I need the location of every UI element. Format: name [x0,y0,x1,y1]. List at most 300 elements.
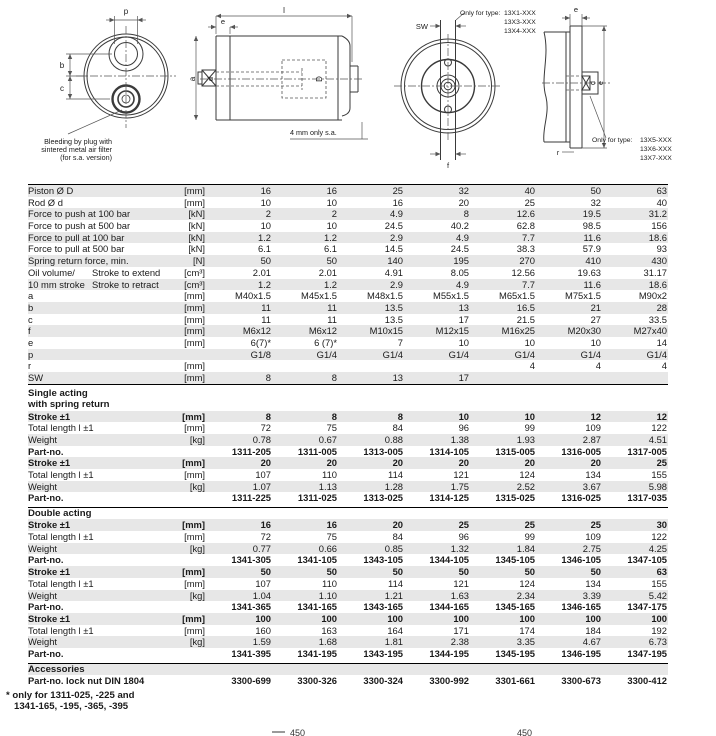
cell-value: 1341-365 [231,601,271,613]
row-label-group [28,349,169,361]
only-for-type-label: Only for type: [592,137,633,144]
cell-value: 2 [331,208,337,220]
dim-label-a: a [188,76,197,82]
bleed-note-line1: Bleeding by plug with [44,137,112,146]
cell-value: 124 [519,577,535,589]
type-code: 13X7-XXX [640,155,672,162]
row-label-group [28,531,169,543]
cell-value: 11 [261,301,271,313]
cell-value: 10 [326,196,337,208]
cell-value: 155 [651,577,667,589]
cell-value: 1.63 [450,589,469,601]
row-unit: [cm³] [184,278,205,290]
bleed-note-line2: sintered metal air filter [41,145,112,154]
table-row [28,434,668,446]
cell-value: 1313-005 [363,445,403,457]
cell-value: 1.10 [318,589,337,601]
row-unit: [mm] [182,612,205,624]
cell-value: 109 [585,531,601,543]
row-label-group [28,675,169,687]
cell-value: 114 [388,577,403,589]
cell-value: 11 [327,301,337,313]
cell-value: 25 [524,196,535,208]
row-label-group [28,492,169,504]
cell-value: 13.5 [384,313,403,325]
row-label: Total length l ±1 [28,624,94,636]
cell-value: 13 [458,301,469,313]
row-label: Force to pull at 100 bar [28,231,125,243]
cell-value: 50 [590,185,601,196]
cell-value: 1343-195 [363,647,403,659]
cell-value: 1.2 [323,231,337,243]
dim-label-e-top: e [573,5,579,14]
cell-value: 50 [458,566,469,578]
cell-value: 0.67 [318,433,337,445]
row-unit: [mm] [184,313,205,325]
row-label: Weight [28,480,58,492]
cell-value: 11 [327,313,337,325]
section-title: with spring return [28,399,110,411]
cell-value: 0.88 [384,433,403,445]
footnote-line: * only for 1311-025, -225 and [6,690,135,701]
row-label-group [28,255,169,267]
cell-value: 99 [524,422,535,434]
table-row [28,422,668,434]
cell-value: 3.67 [582,480,601,492]
cell-value: 4.91 [384,266,403,278]
cell-value: 100 [585,612,601,624]
type-code: 13X1-XXX [504,10,536,17]
table-section-single-acting [28,388,668,504]
row-label-group [28,197,169,209]
cell-value: 10 [458,410,469,422]
row-label-group [28,590,169,602]
cell-value: 25 [656,457,667,469]
dim-label-b: b [59,61,65,70]
cell-value: 100 [453,612,469,624]
cell-value: G1/4 [448,348,469,360]
row-label: Stroke ±1 [28,612,71,624]
row-label: Stroke ±1 [28,519,71,531]
cell-value: 25 [458,519,469,531]
table-row [28,625,668,637]
cell-value: 50 [260,566,271,578]
row-unit: [kg] [189,542,205,554]
table-row [28,255,668,267]
cell-value: 20 [524,457,535,469]
table-row [28,492,668,504]
cell-value: 160 [255,624,271,636]
cell-value: 430 [651,255,667,267]
cell-value: 50 [590,566,601,578]
cell-value: 1314-125 [429,492,469,504]
row-unit: [kg] [189,589,205,601]
cell-value: 7.7 [521,231,535,243]
cell-value: 3.39 [582,589,601,601]
cell-value: 6.1 [323,243,337,255]
cell-value: 20 [260,457,271,469]
cell-value: 1341-165 [297,601,337,613]
cell-value: 16 [392,196,403,208]
drawing-front-view [2,2,184,178]
table-row [28,636,668,648]
cell-value: 32 [590,196,601,208]
cell-value: 13 [392,372,403,383]
dimension-line [272,731,285,733]
row-label: Weight [28,542,58,554]
cell-value: 2 [265,208,271,220]
row-label: f [28,325,31,337]
row-unit: [mm] [182,410,205,422]
cell-value: 1311-225 [231,492,271,504]
row-label-group [28,325,169,337]
table-row [28,578,668,590]
row-label: p [28,348,34,360]
cell-value: 1345-195 [495,647,535,659]
cell-value: 1341-195 [297,647,337,659]
table-row [28,349,668,361]
cell-value: 1311-205 [231,445,271,457]
cell-value: 0.78 [252,433,271,445]
cell-value: 0.85 [384,542,403,554]
cutoff-dimension-label: 450 [517,728,533,736]
cell-value: 1.04 [252,589,271,601]
cell-value: 4.9 [455,278,469,290]
cell-value: 1344-165 [429,601,469,613]
cell-value: 107 [255,577,271,589]
dim-label-sw: SW [415,22,428,31]
cell-value: 4.25 [648,542,667,554]
row-unit: [mm] [184,468,205,480]
row-sublabel: Stroke to retract [92,278,159,290]
cell-value: 6.1 [257,243,271,255]
row-sublabel: Stroke to extend [92,266,161,278]
cell-value: 17 [458,313,469,325]
cell-value: 8 [331,410,337,422]
row-unit: [mm] [182,519,205,531]
cell-value: 1311-025 [297,492,337,504]
row-unit: [mm] [184,336,205,348]
row-unit: [mm] [182,457,205,469]
cell-value: 5.42 [648,589,667,601]
table-row [28,675,668,687]
cell-value: 156 [651,220,667,232]
row-label-group [28,422,169,434]
section-title: Double acting [28,508,92,519]
cell-value: 40 [656,196,667,208]
cell-value: 4 [661,360,667,372]
cell-value: 7.7 [521,278,535,290]
cell-value: 32 [458,185,469,196]
row-label: Rod Ø d [28,196,63,208]
cell-value: M90x2 [638,290,667,302]
cell-value: 122 [651,422,667,434]
cell-value: 100 [651,612,667,624]
cell-value: 24.5 [384,220,403,232]
table-row [28,469,668,481]
row-unit: [mm] [184,372,205,383]
cell-value: 107 [255,468,271,480]
row-unit: [mm] [184,360,205,372]
row-unit: [mm] [184,325,205,337]
table-section-double-acting [28,507,668,660]
cell-value: 50 [326,566,337,578]
cell-value: 50 [326,255,337,267]
row-label-group [28,372,169,384]
table-row [28,325,668,337]
row-label: Oil volume/ [28,266,75,278]
table-row [28,411,668,423]
cell-value: 163 [321,624,337,636]
row-label-group [28,566,169,578]
cell-value: 98.5 [582,220,601,232]
cell-value: 57.9 [582,243,601,255]
cell-value: 14 [656,336,667,348]
cell-value: 5.98 [648,480,667,492]
bleed-note-line3: (for s.a. version) [60,153,112,162]
cell-value: G1/4 [646,348,667,360]
cell-value: 1341-305 [231,554,271,566]
cell-value: 16 [260,519,271,531]
table-row [28,446,668,458]
type-code: 13X6-XXX [640,146,672,153]
cell-value: 1316-025 [561,492,601,504]
drawing-side-view [186,2,370,178]
row-unit: [mm] [184,301,205,313]
cell-value: 12 [590,410,601,422]
row-label: a [28,290,34,302]
cell-value: 20 [590,457,601,469]
dim-label-p: p [123,7,129,16]
table-row [28,481,668,493]
row-label: Total length l ±1 [28,468,94,480]
cell-value: M20x30 [567,325,601,337]
cell-value: 1317-005 [627,445,667,457]
cell-value: M65x1.5 [499,290,535,302]
cell-value: M12x15 [435,325,469,337]
row-label: Weight [28,433,58,445]
cell-value: 1313-025 [363,492,403,504]
dim-label-r: r [556,150,560,157]
cell-value: 19.63 [577,266,601,278]
row-label-group [28,613,169,625]
cell-value: 13.5 [384,301,403,313]
row-unit: [kg] [189,433,205,445]
cell-value: M55x1.5 [433,290,469,302]
type-code: 13X4-XXX [504,28,536,35]
row-unit: [mm] [184,290,205,302]
table-row [28,208,668,220]
row-unit: [kN] [188,231,205,243]
row-unit: [N] [193,255,205,267]
cell-value: 96 [458,422,469,434]
row-label-group [28,648,169,660]
cell-value: G1/4 [580,348,601,360]
cell-value: 110 [322,468,337,480]
row-label: Part-no. [28,647,64,659]
row-label: Part-no. [28,601,64,613]
cell-value: 63 [656,185,667,196]
row-label: Stroke ±1 [28,410,71,422]
cell-value: 10 [260,196,271,208]
cell-value: 1315-005 [495,445,535,457]
row-label: 10 mm stroke [28,278,85,290]
cell-value: 121 [453,577,469,589]
cell-value: 62.8 [516,220,535,232]
cell-value: 96 [458,531,469,543]
row-label: e [28,336,34,348]
cell-value: 6(7)* [250,336,271,348]
cell-value: 100 [321,612,337,624]
cell-value: 110 [322,577,337,589]
cell-value: 20 [392,457,403,469]
drawing-rear-view [372,2,540,178]
dim-label-e-side: e [598,81,605,85]
cell-value: 16.5 [516,301,535,313]
cell-value: 2.34 [516,589,535,601]
cell-value: 1.13 [318,480,337,492]
cell-value: 0.66 [318,542,337,554]
cell-value: 20 [458,196,469,208]
cell-value: 1.2 [323,278,337,290]
cell-value: 8 [397,410,403,422]
cell-value: 6 (7)* [314,336,337,348]
cell-value: 25 [524,519,535,531]
cell-value: 1346-195 [561,647,601,659]
cell-value: 1.2 [257,231,271,243]
row-label: Stroke ±1 [28,457,71,469]
row-unit: [mm] [184,531,205,543]
cell-value: 4 [529,360,535,372]
cell-value: 1347-175 [627,601,667,613]
cell-value: 114 [388,468,403,480]
row-unit: [kN] [188,208,205,220]
row-label-group [28,279,169,291]
cell-value: 75 [326,531,337,543]
row-label-group [28,481,169,493]
row-label-group [28,267,169,279]
row-unit: [mm] [184,624,205,636]
dim-label-D: D [315,76,324,82]
row-label: Total length l ±1 [28,531,94,543]
cell-value: 28 [656,301,667,313]
cell-value: 24.5 [450,243,469,255]
table-row [28,197,668,209]
cell-value: 2.9 [389,231,403,243]
cell-value: 16 [326,519,337,531]
cell-value: 8 [265,410,271,422]
cell-value: 1.21 [384,589,403,601]
table-row [28,302,668,314]
cell-value: 72 [260,422,271,434]
row-label-group [28,243,169,255]
row-label: Force to push at 500 bar [28,220,131,232]
cell-value: 18.6 [648,278,667,290]
table-row [28,314,668,326]
row-label-group [28,434,169,446]
table-row [28,613,668,625]
row-label-group [28,554,169,566]
cell-value: 8 [331,372,337,383]
type-code: 13X3-XXX [504,19,536,26]
cell-value: 1.38 [450,433,469,445]
cell-value: 3300-699 [231,675,271,687]
row-unit: [kg] [189,636,205,648]
cell-value: M6x12 [308,325,337,337]
side-note: 4 mm only s.a. [290,128,337,137]
cell-value: 2.9 [389,278,403,290]
spec-tables [28,184,668,687]
cell-value: 1.28 [384,480,403,492]
cell-value: 11 [261,313,271,325]
type-code: 13X5-XXX [640,137,672,144]
cell-value: 1346-105 [561,554,601,566]
cell-value: 25 [392,185,403,196]
cell-value: 50 [392,566,403,578]
cell-value: 1316-005 [561,445,601,457]
dim-label-l: l [283,6,285,15]
cell-value: 124 [519,468,535,480]
cell-value: 20 [458,457,469,469]
cell-value: 1345-105 [495,554,535,566]
cell-value: 100 [519,612,535,624]
row-label: Stroke ±1 [28,566,71,578]
row-label: r [28,360,32,372]
cell-value: 410 [585,255,601,267]
cell-value: 7 [397,336,403,348]
cell-value: 3300-673 [561,675,601,687]
cell-value: 1.84 [516,542,535,554]
section-title: Single acting [28,387,88,399]
row-label-group [28,446,169,458]
row-label: b [28,301,34,313]
cell-value: 3301-661 [495,675,535,687]
cell-value: 75 [326,422,337,434]
table-row [28,554,668,566]
cell-value: 155 [651,468,667,480]
table-row [28,185,668,197]
cell-value: G1/4 [382,348,403,360]
cell-value: 3300-326 [297,675,337,687]
row-label-group [28,411,169,423]
cutoff-dimension-label: 450 [272,728,305,736]
table-row [28,360,668,372]
cell-value: 31.17 [643,266,667,278]
table-row [28,372,668,384]
row-label: Weight [28,589,58,601]
cell-value: 8 [463,208,469,220]
row-label: SW [28,372,44,383]
row-label-group [28,232,169,244]
dim-label-d: d [590,81,597,85]
cell-value: 10 [590,336,601,348]
table-row [28,601,668,613]
table-row [28,531,668,543]
row-label-group [28,360,169,372]
row-label-group [28,578,169,590]
row-label-group [28,625,169,637]
cell-value: 1.32 [450,542,469,554]
cell-value: 11.6 [583,231,601,243]
cell-value: M27x40 [633,325,667,337]
cell-value: 1344-195 [429,647,469,659]
row-label: Part-no. [28,554,64,566]
row-unit: [mm] [184,196,205,208]
cell-value: 18.6 [648,231,667,243]
cell-value: G1/4 [316,348,337,360]
cell-value: 134 [585,468,601,480]
cell-value: 12 [656,410,667,422]
